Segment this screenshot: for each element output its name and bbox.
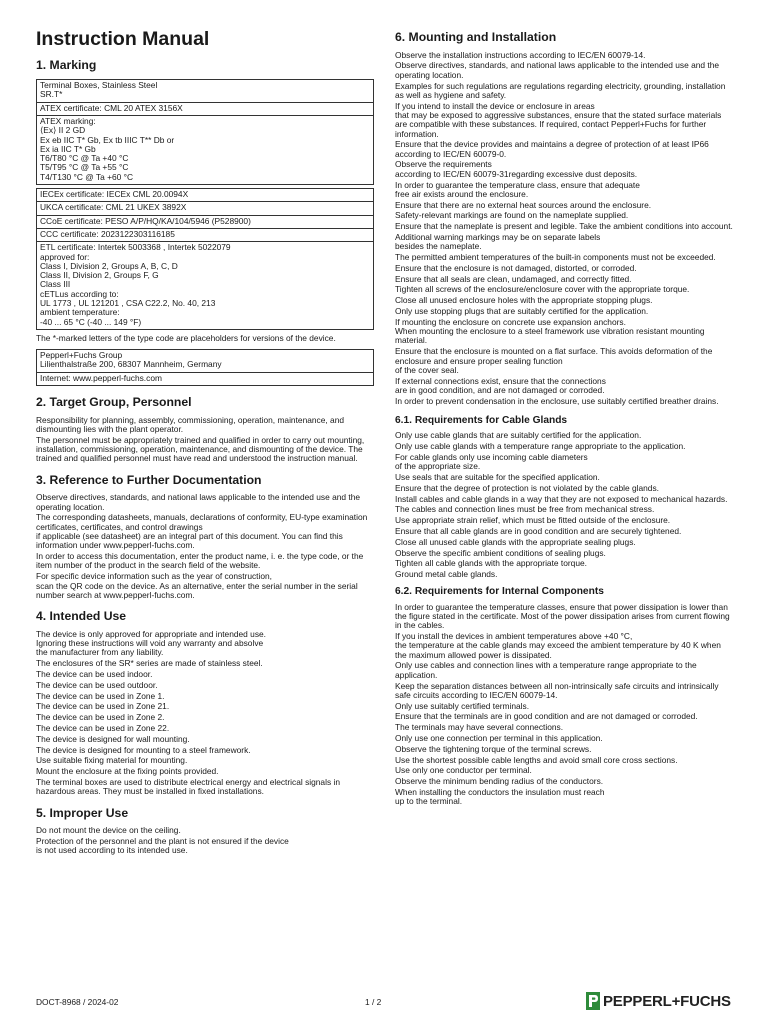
improper-use-heading: 5. Improper Use	[36, 805, 129, 820]
internal-components-paragraph: When installing the conductors the insulation must reach up to the terminal.	[395, 787, 605, 807]
mounting-paragraph: Ensure that there are no external heat sources around the enclosure.	[395, 199, 652, 210]
mounting-paragraph: If mounting the enclosure on concrete use expansion anchors. When mounting the enclosure to a steel framework use vibration resistant mounting material.	[395, 316, 705, 346]
certificate-cell	[37, 229, 373, 242]
document-title: Instruction Manual	[36, 28, 210, 50]
intended-use-paragraph: The device is only approved for appropriate and intended use. Ignoring these instructions will void any warranty and absolve the manufacturer from any liability.	[36, 628, 266, 658]
mounting-paragraph: If you intend to install the device or enclosure in areas that may be exposed to aggressive substances, ensure that the stated surface materials are compatible with these substances. If required, contact Pepperl+Fuchs for further information.	[395, 100, 722, 139]
mounting-paragraph: Ensure that the nameplate is present and legible. Take the ambient conditions into account.	[395, 221, 733, 232]
internal-components-heading: 6.2. Requirements for Internal Components	[395, 586, 604, 598]
certificate-cell-text: ETL certificate: Intertek 5003368 , Intertek 5022079 approved for: Class I, Division 2, Groups A, B, C, D Class II, Division 2, Groups F, G Class III cETLus according to: UL 1773 , UL 121201 , CSA C22.2, No. 40, 213 ambient temperature: -40 ... 65 °C (-40 ... 149 °F)	[40, 242, 231, 327]
reference-body	[36, 493, 374, 600]
intended-use-heading: 4. Intended Use	[36, 609, 127, 624]
internal-components-paragraph: Only use one connection per terminal in this application.	[395, 733, 603, 744]
certificate-cell-text: CCC certificate: 2023122303116185	[40, 228, 175, 239]
certificate-cell-text: IECEx certificate: IECEx CML 20.0094X	[40, 189, 189, 200]
mounting-paragraph: Observe the installation instructions according to IEC/EN 60079-14.	[395, 49, 646, 60]
target-group-body	[36, 416, 374, 464]
certificate-cell	[37, 216, 373, 229]
intended-use-paragraph: The device can be used indoor.	[36, 668, 153, 679]
cable-glands-paragraph: Install cables and cable glands in a way that they are not exposed to mechanical hazards.	[395, 493, 728, 504]
cable-glands-paragraph: For cable glands only use incoming cable diameters of the appropriate size.	[395, 451, 588, 472]
cable-glands-paragraph: Only use cable glands with a temperature range appropriate to the application.	[395, 441, 686, 452]
section-intended-use	[36, 609, 374, 796]
marking-cell-text: ATEX marking: ⟨Ex⟩ II 2 GD Ex eb IIC T* Gb, Ex tb IIIC T** Db or Ex ia IIC T* Gb T6/T80 °C @ Ta +40 °C T5/T95 °C @ Ta +55 °C T4/T130 °C @ Ta +60 °C	[40, 115, 175, 182]
cable-glands-paragraph: The cables and connection lines must be free from mechanical stress.	[395, 504, 655, 515]
section-reference	[36, 473, 374, 600]
mounting-paragraph: If external connections exist, ensure that the connections are in good condition, and are not damaged or corroded.	[395, 375, 606, 395]
internal-components-paragraph: The terminals may have several connections.	[395, 722, 564, 733]
manufacturer-cell	[37, 350, 373, 373]
manufacturer-cell	[37, 373, 373, 385]
left-column	[36, 28, 374, 865]
internal-components-paragraph: Observe the tightening torque of the terminal screws.	[395, 743, 592, 754]
marking-cell-text: ATEX certificate: CML 20 ATEX 3156X	[40, 102, 183, 113]
mounting-paragraph: Tighten all screws of the enclosure/enclosure cover with the appropriate torque.	[395, 284, 690, 295]
certificate-cell	[37, 242, 373, 329]
internal-components-paragraph: Use only one conductor per terminal.	[395, 765, 532, 776]
intended-use-paragraph: The device can be used outdoor.	[36, 679, 158, 690]
certificate-cell	[37, 202, 373, 215]
cable-glands-paragraph: Only use cable glands that are suitably certified for the application.	[395, 430, 642, 441]
intended-use-paragraph: The device can be used in Zone 2.	[36, 712, 165, 723]
intended-use-paragraph: Use suitable fixing material for mounting.	[36, 755, 188, 766]
brand-name: PEPPERL+FUCHS	[603, 992, 731, 1010]
marking-cell-text: Terminal Boxes, Stainless Steel SR.T*	[40, 80, 158, 100]
manufacturer-cell-text: Pepperl+Fuchs Group Lilienthalstraße 200, 68307 Mannheim, Germany	[40, 350, 222, 370]
intended-use-paragraph: The device is designed for mounting to a steel framework.	[36, 744, 251, 755]
page-number: 1 / 2	[365, 997, 382, 1007]
mounting-paragraph: Safety-relevant markings are found on the nameplate supplied.	[395, 210, 629, 221]
internal-components-paragraph: In order to guarantee the temperature classes, ensure that power dissipation is lower than the figure stated in the certificate. Most of the power dissipation arises from current flowing in the cables.	[395, 601, 730, 631]
mounting-paragraph: Observe directives, standards, and national laws applicable to the intended use and the operating location.	[395, 60, 720, 80]
internal-components-paragraph: Observe the minimum bending radius of the conductors.	[395, 776, 604, 787]
certificate-cell-text: CCoE certificate: PESO A/P/HQ/KA/104/5946 (P528900)	[40, 215, 251, 226]
marking-box-certificates	[36, 188, 374, 330]
reference-paragraph: The corresponding datasheets, manuals, declarations of conformity, EU-type examination certificates, certificates, and control drawings if applicable (see datasheet) are an integral part of this document. You can find this information under www.pepperl-fuchs.com.	[36, 512, 368, 551]
mounting-paragraph: The permitted ambient temperatures of the built-in components must not be exceeded.	[395, 252, 716, 263]
internal-components-paragraph: Ensure that the terminals are in good condition and are not damaged or corroded.	[395, 711, 698, 722]
marking-cell	[37, 116, 373, 184]
section-improper-use	[36, 806, 374, 856]
mounting-paragraph: Ensure that all seals are clean, undamaged, and correctly fitted.	[395, 273, 632, 284]
mounting-paragraph: Examples for such regulations are regulations regarding electricity, grounding, installation as well as hygiene and safety.	[395, 80, 726, 100]
marking-heading: 1. Marking	[36, 58, 97, 73]
cable-glands-paragraph: Ensure that all cable glands are in good condition and are securely tightened.	[395, 525, 682, 536]
mounting-heading: 6. Mounting and Installation	[395, 30, 557, 44]
target-group-heading: 2. Target Group, Personnel	[36, 395, 192, 410]
manufacturer-box	[36, 349, 374, 386]
cable-glands-paragraph: Close all unused cable glands with the appropriate sealing plugs.	[395, 536, 636, 547]
mounting-paragraph: Only use stopping plugs that are suitably certified for the application.	[395, 306, 649, 317]
mounting-paragraph: In order to guarantee the temperature class, ensure that adequate free air exists around the enclosure.	[395, 179, 640, 199]
intended-use-paragraph: The device can be used in Zone 1.	[36, 690, 165, 701]
cable-glands-paragraph: Use seals that are suitable for the specified application.	[395, 471, 600, 482]
section-mounting	[395, 30, 734, 406]
cable-glands-body	[395, 431, 734, 579]
mounting-paragraph: Close all unused enclosure holes with the appropriate stopping plugs.	[395, 295, 653, 306]
intended-use-paragraph: The device can be used in Zone 21.	[36, 701, 170, 712]
internal-components-paragraph: Only use cables and connection lines with a temperature range appropriate to the application.	[395, 660, 697, 680]
brand-logo	[586, 990, 731, 1012]
mounting-paragraph: Ensure that the enclosure is not damaged, distorted, or corroded.	[395, 262, 637, 273]
reference-paragraph: For specific device information such as the year of construction, scan the QR code on the device. As an alternative, enter the serial number in the serial number search at www.pepperl-fuchs.com.	[36, 571, 358, 600]
marking-cell	[37, 103, 373, 116]
right-column	[395, 30, 734, 808]
intended-use-body	[36, 630, 374, 797]
intended-use-paragraph: The terminal boxes are used to distribute electrical energy and electrical signals in hazardous areas. They must be installed in fixed installations.	[36, 776, 340, 797]
mounting-paragraph: Observe the requirements according to IEC/EN 60079-31regarding excessive dust deposits.	[395, 159, 638, 179]
reference-paragraph: Observe directives, standards, and national laws applicable to the intended use and the operating location.	[36, 492, 361, 512]
mounting-paragraph: Additional warning markings may be on separate labels besides the nameplate.	[395, 231, 601, 252]
marking-cell	[37, 80, 373, 103]
mounting-paragraph: In order to prevent condensation in the enclosure, use suitably certified breather drains.	[395, 395, 719, 406]
internal-components-body	[395, 603, 734, 807]
internal-components-paragraph: Keep the separation distances between all non-intrinsically safe circuits and intrinsically safe circuits according to IEC/EN 60079-14.	[395, 680, 719, 700]
document-number: DOCT-8968 / 2024-02	[36, 997, 119, 1007]
reference-paragraph: In order to access this documentation, enter the product name, i. e. the type code, or the item number of the product in the search field of the website.	[36, 551, 364, 571]
internal-components-paragraph: If you install the devices in ambient temperatures above +40 °C, the temperature at the cable glands may exceed the ambient temperature by 40 K when the maximum allowed power is dissipated.	[395, 631, 721, 660]
intended-use-paragraph: The device is designed for wall mounting.	[36, 733, 190, 744]
section-marking	[36, 58, 374, 386]
intended-use-paragraph: The enclosures of the SR* series are made of stainless steel.	[36, 658, 263, 669]
target-paragraph: Responsibility for planning, assembly, commissioning, operation, maintenance, and dismounting lies with the plant operator.	[36, 414, 345, 435]
section-cable-glands	[395, 415, 734, 579]
marking-note: The *-marked letters of the type code are placeholders for versions of the device.	[36, 332, 336, 343]
improper-use-paragraph: Protection of the personnel and the plant is not ensured if the device is not used according to its intended use.	[36, 835, 289, 856]
cable-glands-paragraph: Ground metal cable glands.	[395, 569, 498, 580]
internal-components-paragraph: Only use suitably certified terminals.	[395, 700, 530, 711]
cable-glands-paragraph: Ensure that the degree of protection is not violated by the cable glands.	[395, 482, 659, 493]
target-paragraph: The personnel must be appropriately trained and qualified in order to carry out mounting, installation, commissioning, operation, maintenance, and dismounting of the device. The trained and qualified personnel must have read and understood the instruction manual.	[36, 434, 365, 464]
intended-use-paragraph: Mount the enclosure at the fixing points provided.	[36, 766, 219, 777]
manufacturer-cell-text: Internet: www.pepperl-fuchs.com	[40, 372, 162, 383]
improper-use-paragraph: Do not mount the device on the ceiling.	[36, 825, 181, 836]
cable-glands-paragraph: Use appropriate strain relief, which must be fitted outside of the enclosure.	[395, 515, 671, 526]
reference-heading: 3. Reference to Further Documentation	[36, 472, 262, 487]
marking-box-atex	[36, 79, 374, 185]
certificate-cell-text: UKCA certificate: CML 21 UKEX 3892X	[40, 202, 187, 213]
section-internal-components	[395, 586, 734, 806]
internal-components-paragraph: Use the shortest possible cable lengths and avoid small core cross sections.	[395, 754, 678, 765]
pf-logo-icon	[586, 992, 600, 1010]
mounting-paragraph: Ensure that the enclosure is mounted on a flat surface. This avoids deformation of the enclosure and ensure proper sealing function of the cover seal.	[395, 346, 713, 375]
improper-use-body	[36, 826, 374, 855]
cable-glands-heading: 6.1. Requirements for Cable Glands	[395, 415, 568, 427]
section-target-group	[36, 395, 374, 464]
intended-use-paragraph: The device can be used in Zone 22.	[36, 722, 170, 733]
cable-glands-paragraph: Observe the specific ambient conditions of sealing plugs.	[395, 547, 606, 558]
mounting-paragraph: Ensure that the device provides and maintains a degree of protection of at least IP66 according to IEC/EN 60079-0.	[395, 139, 709, 159]
cable-glands-paragraph: Tighten all cable glands with the appropriate torque.	[395, 558, 587, 569]
mounting-body	[395, 51, 734, 406]
certificate-cell	[37, 189, 373, 202]
